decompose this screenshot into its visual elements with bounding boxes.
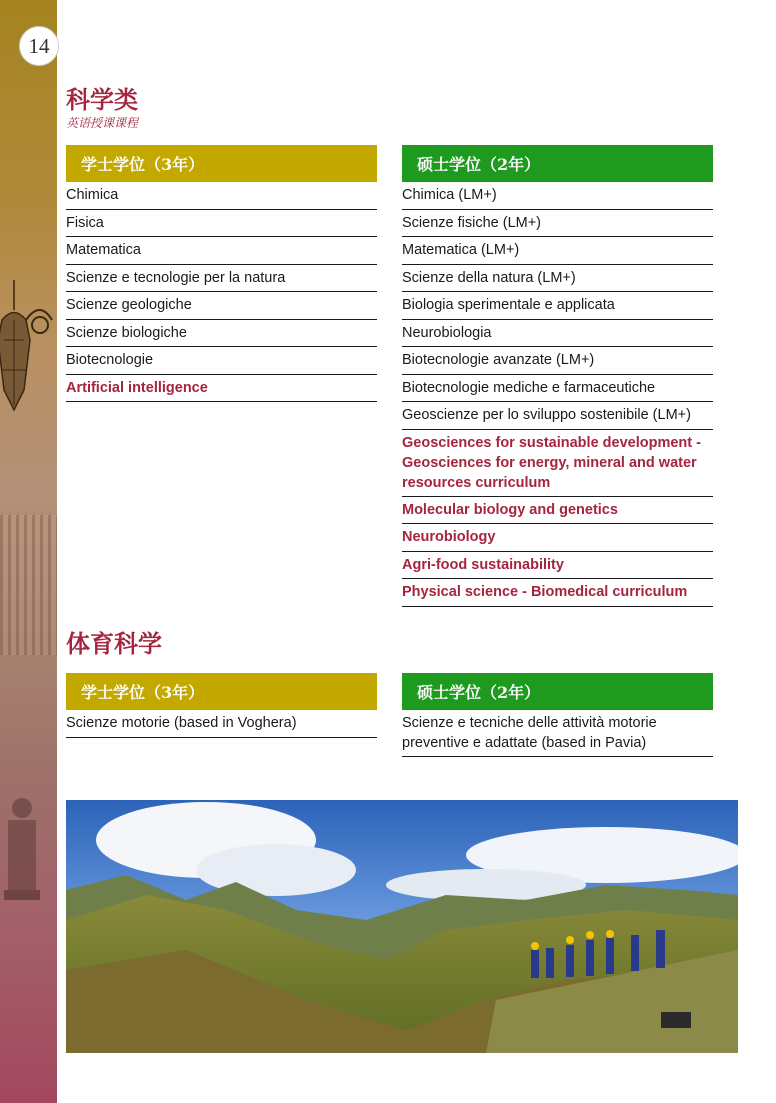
degree-program-item: Scienze motorie (based in Voghera)	[66, 710, 377, 738]
degree-program-item: Scienze e tecniche delle attività motorie preventive e adattate (based in Pavia)	[402, 710, 713, 757]
sport-bachelor-column	[66, 673, 377, 738]
master-degree-header: 硕士学位（2年）	[402, 145, 713, 182]
degree-program-item: Agri-food sustainability	[402, 552, 713, 580]
degree-program-item: Neurobiology	[402, 524, 713, 552]
degree-program-item: Biotecnologie	[66, 347, 377, 375]
degree-program-item: Geoscienze per lo sviluppo sostenibile (LM+)	[402, 402, 713, 430]
degree-program-item: Matematica (LM+)	[402, 237, 713, 265]
master-degree-header: 硕士学位（2年）	[402, 673, 713, 710]
degree-program-item: Scienze e tecnologie per la natura	[66, 265, 377, 293]
science-master-column	[402, 145, 713, 607]
degree-program-item: Biologia sperimentale e applicata	[402, 292, 713, 320]
science-bachelor-column	[66, 145, 377, 402]
degree-program-item: Chimica	[66, 182, 377, 210]
science-bachelor-list	[66, 182, 377, 402]
sport-bachelor-list	[66, 710, 377, 738]
sport-master-column	[402, 673, 713, 757]
degree-program-item: Physical science - Biomedical curriculum	[402, 579, 713, 607]
degree-program-item: Matematica	[66, 237, 377, 265]
degree-program-item: Artificial intelligence	[66, 375, 377, 403]
science-master-list	[402, 182, 713, 607]
sport-master-list	[402, 710, 713, 757]
degree-program-item: Scienze geologiche	[66, 292, 377, 320]
bachelor-degree-header: 学士学位（3年）	[66, 673, 377, 710]
degree-program-item: Geosciences for sustainable development - Geosciences for energy, mineral and water resources curriculum	[402, 430, 713, 497]
side-decorative-strip	[0, 0, 57, 1103]
degree-program-item: Neurobiologia	[402, 320, 713, 348]
degree-program-item: Biotecnologie avanzate (LM+)	[402, 347, 713, 375]
section-subtitle-english-taught: 英语授课课程	[66, 116, 139, 130]
lantern-illustration	[0, 280, 56, 450]
section-title-sport-science: 体育科学	[66, 629, 162, 658]
arcade-illustration	[0, 515, 57, 655]
degree-program-item: Biotecnologie mediche e farmaceutiche	[402, 375, 713, 403]
degree-program-item: Chimica (LM+)	[402, 182, 713, 210]
mountain-group-photo	[66, 800, 738, 1053]
section-title-science: 科学类	[66, 85, 138, 114]
degree-program-item: Molecular biology and genetics	[402, 497, 713, 525]
statue-illustration	[0, 760, 57, 900]
degree-program-item: Scienze biologiche	[66, 320, 377, 348]
page-number: 14	[19, 26, 59, 66]
degree-program-item: Fisica	[66, 210, 377, 238]
degree-program-item: Scienze fisiche (LM+)	[402, 210, 713, 238]
degree-program-item: Scienze della natura (LM+)	[402, 265, 713, 293]
bachelor-degree-header: 学士学位（3年）	[66, 145, 377, 182]
